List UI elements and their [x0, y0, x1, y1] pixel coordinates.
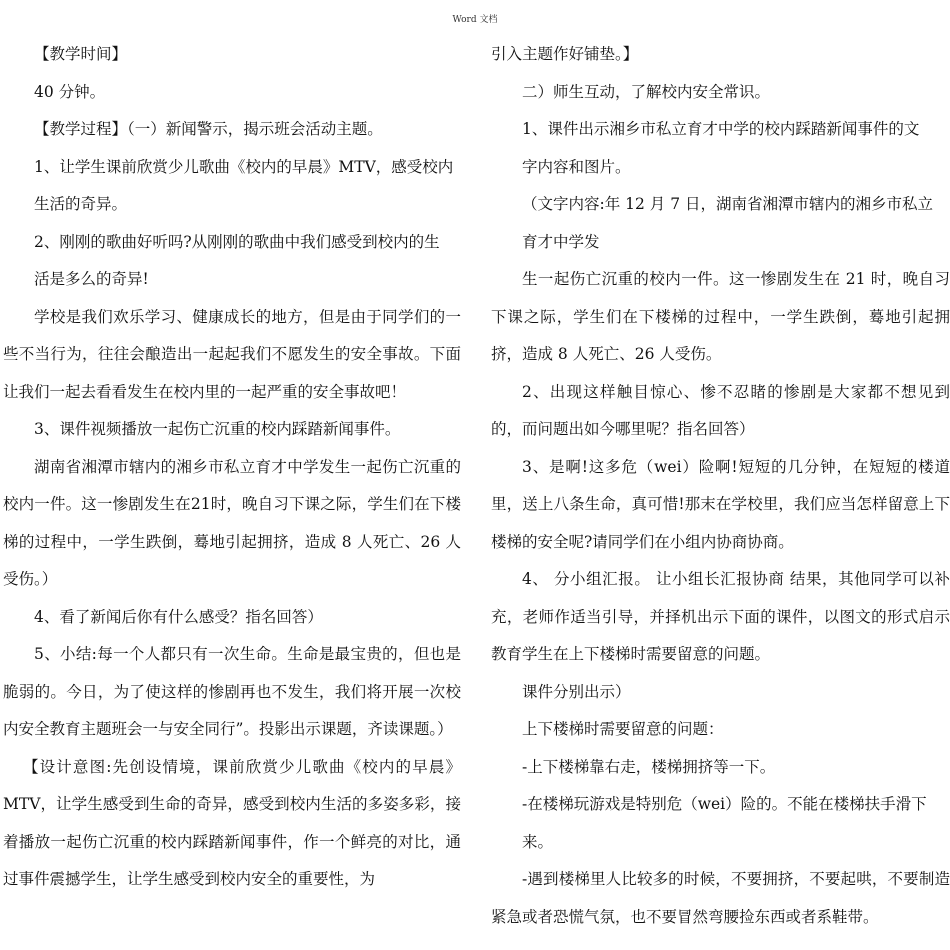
paragraph: 4、 分小组汇报。 让小组长汇报协商 结果，其他同学可以补充，老师作适当引导，并择机出示下面的课件，以图文的形式启示教育学生在上下楼梯时需要留意的问题。: [491, 570, 950, 663]
paragraph: 活是多么的奇异!: [34, 270, 149, 288]
paragraph: 来。: [522, 832, 554, 851]
paragraph: 生一起伤亡沉重的校内一件。这一惨剧发生在 21 时，晚自习下课之际，学生们在下楼梯的过程中，一学生跌倒，蓦地引起拥挤，造成 8 人死亡、26 人受伤。: [491, 270, 950, 363]
paragraph: -遇到楼梯里人比较多的时候，不要拥挤，不要起哄，不要制造紧急或者恐慌气氛，也不要冒然弯腰捡东西或者系鞋带。: [491, 870, 950, 926]
paragraph: 【设计意图:先创设情境，课前欣赏少儿歌曲《校内的早晨》MTV，让学生感受到生命的奇异，感受到校内生活的多姿多彩，接着播放一起伤亡沉重的校内踩踏新闻事件，作一个鲜亮的对比，通过事件震撼学生，让学生感受到校内安全的重要性，为: [3, 757, 461, 888]
paragraph: 40 分钟。: [34, 82, 106, 101]
paragraph: 学校是我们欢乐学习、健康成长的地方，但是由于同学们的一些不当行为，往往会酿造出一起起我们不愿发生的安全事故。下面让我们一起去看看发生在校内里的一起严重的安全事故吧！: [3, 307, 461, 401]
paragraph: -在楼梯玩游戏是特别危（wei）险的。不能在楼梯扶手滑下: [522, 795, 927, 813]
paragraph: 字内容和图片。: [522, 157, 631, 176]
paragraph: 3、课件视频播放一起伤亡沉重的校内踩踏新闻事件。: [34, 420, 401, 438]
paragraph: （文字内容:年 12 月 7 日，湖南省湘潭市辖内的湘乡市私立: [522, 195, 934, 213]
right-column: [491, 36, 950, 936]
paragraph: 二）师生互动，了解校内安全常识。: [522, 82, 771, 101]
paragraph: 【教学过程】（一）新闻警示，揭示班会活动主题。: [34, 120, 383, 138]
paragraph: 引入主题作好铺垫。】: [491, 45, 639, 63]
paragraph: 湖南省湘潭市辖内的湘乡市私立育才中学发生一起伤亡沉重的校内一件。这一惨剧发生在21时，晚自习下课之际，学生们在下楼梯的过程中，一学生跌倒，蓦地引起拥挤，造成 8 人死亡、26 人受伤。）: [3, 457, 461, 588]
paragraph: 2、刚刚的歌曲好听吗?从刚刚的歌曲中我们感受到校内的生: [34, 232, 440, 251]
paragraph: -上下楼梯靠右走，楼梯拥挤等一下。: [522, 757, 776, 776]
paragraph: 3、是啊!这多危（wei）险啊!短短的几分钟，在短短的楼道里，送上八条生命，真可惜!那末在学校里，我们应当怎样留意上下楼梯的安全呢?请同学们在小组内协商协商。: [491, 457, 950, 551]
paragraph: 育才中学发: [522, 232, 600, 251]
paragraph: 1、让学生课前欣赏少儿歌曲《校内的早晨》MTV，感受校内: [34, 157, 454, 176]
paragraph: 课件分别出示）: [522, 682, 631, 701]
paragraph: 【教学时间】: [34, 45, 128, 63]
paragraph: 上下楼梯时需要留意的问题：: [522, 720, 724, 738]
paragraph: 2、出现这样触目惊心、惨不忍睹的惨剧是大家都不想见到的，而问题出如今哪里呢？指名回答）: [491, 382, 950, 438]
paragraph: 1、课件出示湘乡市私立育才中学的校内踩踏新闻事件的文: [522, 120, 920, 138]
paragraph: 生活的奇异。: [34, 195, 128, 213]
page-header: Word 文档: [452, 15, 498, 25]
paragraph: 5、小结:每一个人都只有一次生命。生命是最宝贵的，但也是脆弱的。今日，为了使这样的惨剧再也不发生，我们将开展一次校内安全教育主题班会一与安全同行”。投影出示课题，齐读课题。）: [3, 645, 461, 738]
left-column: [3, 36, 461, 899]
paragraph: 4、看了新闻后你有什么感受？指名回答）: [34, 607, 323, 626]
